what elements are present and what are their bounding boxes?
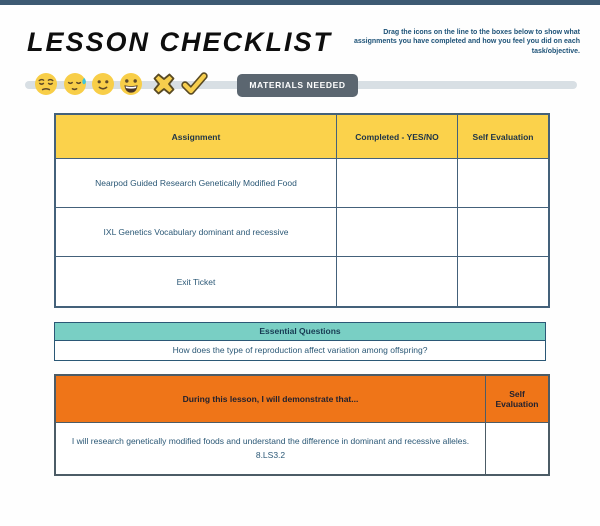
completed-column-header: Completed - YES/NO	[337, 115, 458, 159]
pensive-face-icon[interactable]	[34, 72, 58, 96]
completed-drop-cell[interactable]	[337, 208, 458, 257]
demonstrate-column-header: During this lesson, I will demonstrate that...	[56, 376, 486, 423]
completed-drop-cell[interactable]	[337, 257, 458, 306]
assignment-cell: Exit Ticket	[56, 257, 337, 306]
materials-needed-button[interactable]: MATERIALS NEEDED	[237, 74, 358, 97]
self-evaluation-column-header: Self Evaluation	[458, 115, 548, 159]
top-accent-bar	[0, 0, 600, 5]
assignment-column-header: Assignment	[56, 115, 337, 159]
check-mark-icon[interactable]	[181, 72, 208, 96]
self-evaluation-drop-cell[interactable]	[458, 208, 548, 257]
essential-questions-header: Essential Questions	[55, 323, 545, 341]
self-evaluation-drop-cell[interactable]	[458, 257, 548, 306]
sleepy-face-icon[interactable]	[63, 72, 87, 96]
essential-question-text: How does the type of reproduction affect variation among offspring?	[55, 341, 545, 360]
demonstrate-table	[54, 374, 550, 476]
self-evaluation-drop-cell[interactable]	[458, 159, 548, 208]
assignments-table	[54, 113, 550, 308]
grinning-face-icon[interactable]	[119, 72, 143, 96]
completed-drop-cell[interactable]	[337, 159, 458, 208]
self-evaluation-column-header: Self Evaluation	[486, 376, 548, 423]
cross-mark-icon[interactable]	[152, 72, 176, 96]
drag-instructions-text: Drag the icons on the line to the boxes below to show what assignments you have completed and how you feel you did on each task/objective.	[354, 29, 580, 55]
self-evaluation-drop-cell[interactable]	[486, 423, 548, 474]
slightly-smiling-face-icon[interactable]	[91, 72, 115, 96]
assignment-cell: Nearpod Guided Research Genetically Modified Food	[56, 159, 337, 208]
demonstrate-statement-cell: I will research genetically modified foods and understand the difference in dominant and recessive alleles. 8.LS3.2	[56, 423, 486, 474]
essential-questions-table	[54, 322, 546, 361]
page-title: LESSON CHECKLIST	[27, 27, 333, 57]
assignment-cell: IXL Genetics Vocabulary dominant and recessive	[56, 208, 337, 257]
